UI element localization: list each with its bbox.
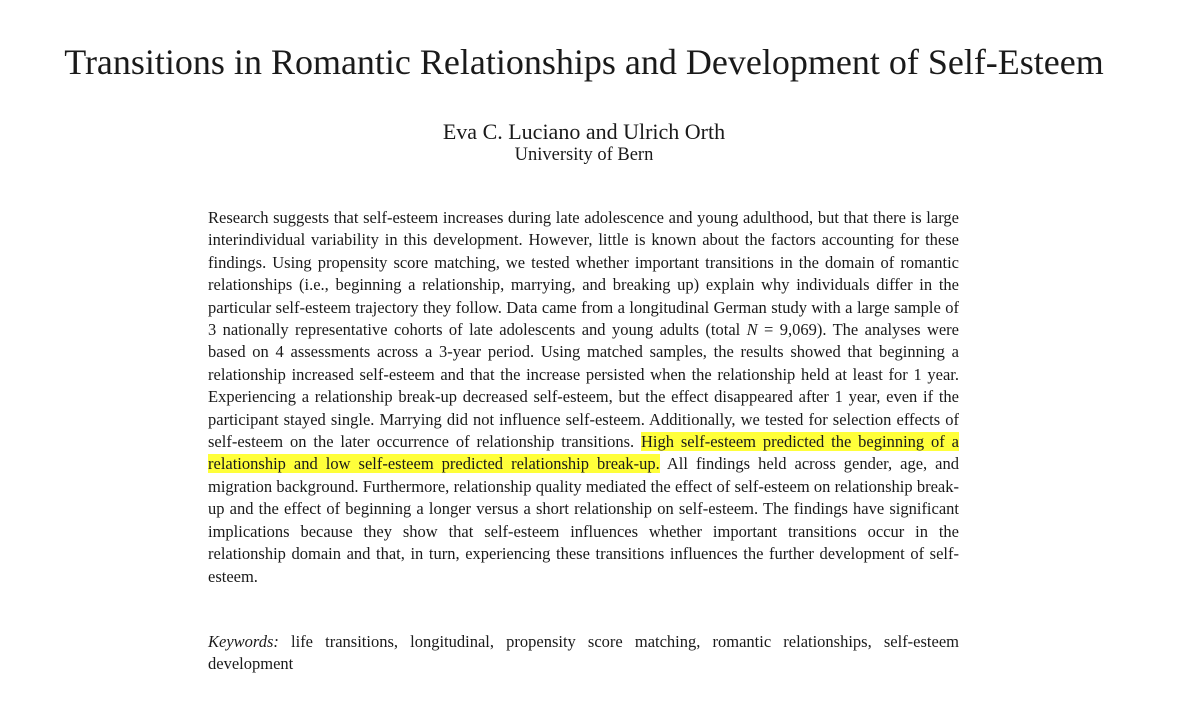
abstract-text-part2: = 9,069). The analyses were based on 4 assessments across a 3-year period. Using matched samples, the results showed that beginning a relationship increased self-esteem and that the increase persisted when the relationship held at least for 1 year. Experiencing a relationship break-up decreased self-esteem, but the effect disappeared after 1 year, even if the participant stayed single. Marrying did not influence self-esteem. Additionally, we tested for selection effects of self-esteem on the later occurrence of relationship transitions. (208, 320, 960, 452)
highlighted-finding: High self-esteem predicted the beginning of a relationship and low self-esteem predicted relationship break-up. (208, 432, 959, 474)
keywords-label: Keywords: (208, 632, 279, 651)
paper-title: Transitions in Romantic Relationships and Development of Self-Esteem (64, 42, 1104, 82)
affiliation: University of Bern (514, 145, 654, 165)
author-list: Eva C. Luciano and Ulrich Orth (442, 119, 726, 144)
keywords (208, 631, 959, 676)
abstract (208, 207, 959, 588)
abstract-text-part3: All findings held across gender, age, and migration background. Furthermore, relationship quality mediated the effect of self-esteem on relationship break-up and the effect of beginning a longer versus a short relationship on self-esteem. The findings have significant implications because they show that self-esteem influences whether important transitions occur in the relationship domain and that, in turn, experiencing these transitions influences the further development of self-esteem. (208, 454, 959, 586)
sample-size-symbol: N (746, 320, 758, 340)
keywords-list: life transitions, longitudinal, propensity score matching, romantic relationships, self-esteem development (208, 632, 959, 674)
abstract-text-part1: Research suggests that self-esteem increases during late adolescence and young adulthood, but that there is large interindividual variability in this development. However, little is known about the factors accounting for these findings. Using propensity score matching, we tested whether important transitions in the domain of romantic relationships (i.e., beginning a relationship, marrying, and breaking up) explain why individuals differ in the particular self-esteem trajectory they follow. Data came from a longitudinal German study with a large sample of 3 nationally representative cohorts of late adolescents and young adults (total (208, 208, 959, 340)
